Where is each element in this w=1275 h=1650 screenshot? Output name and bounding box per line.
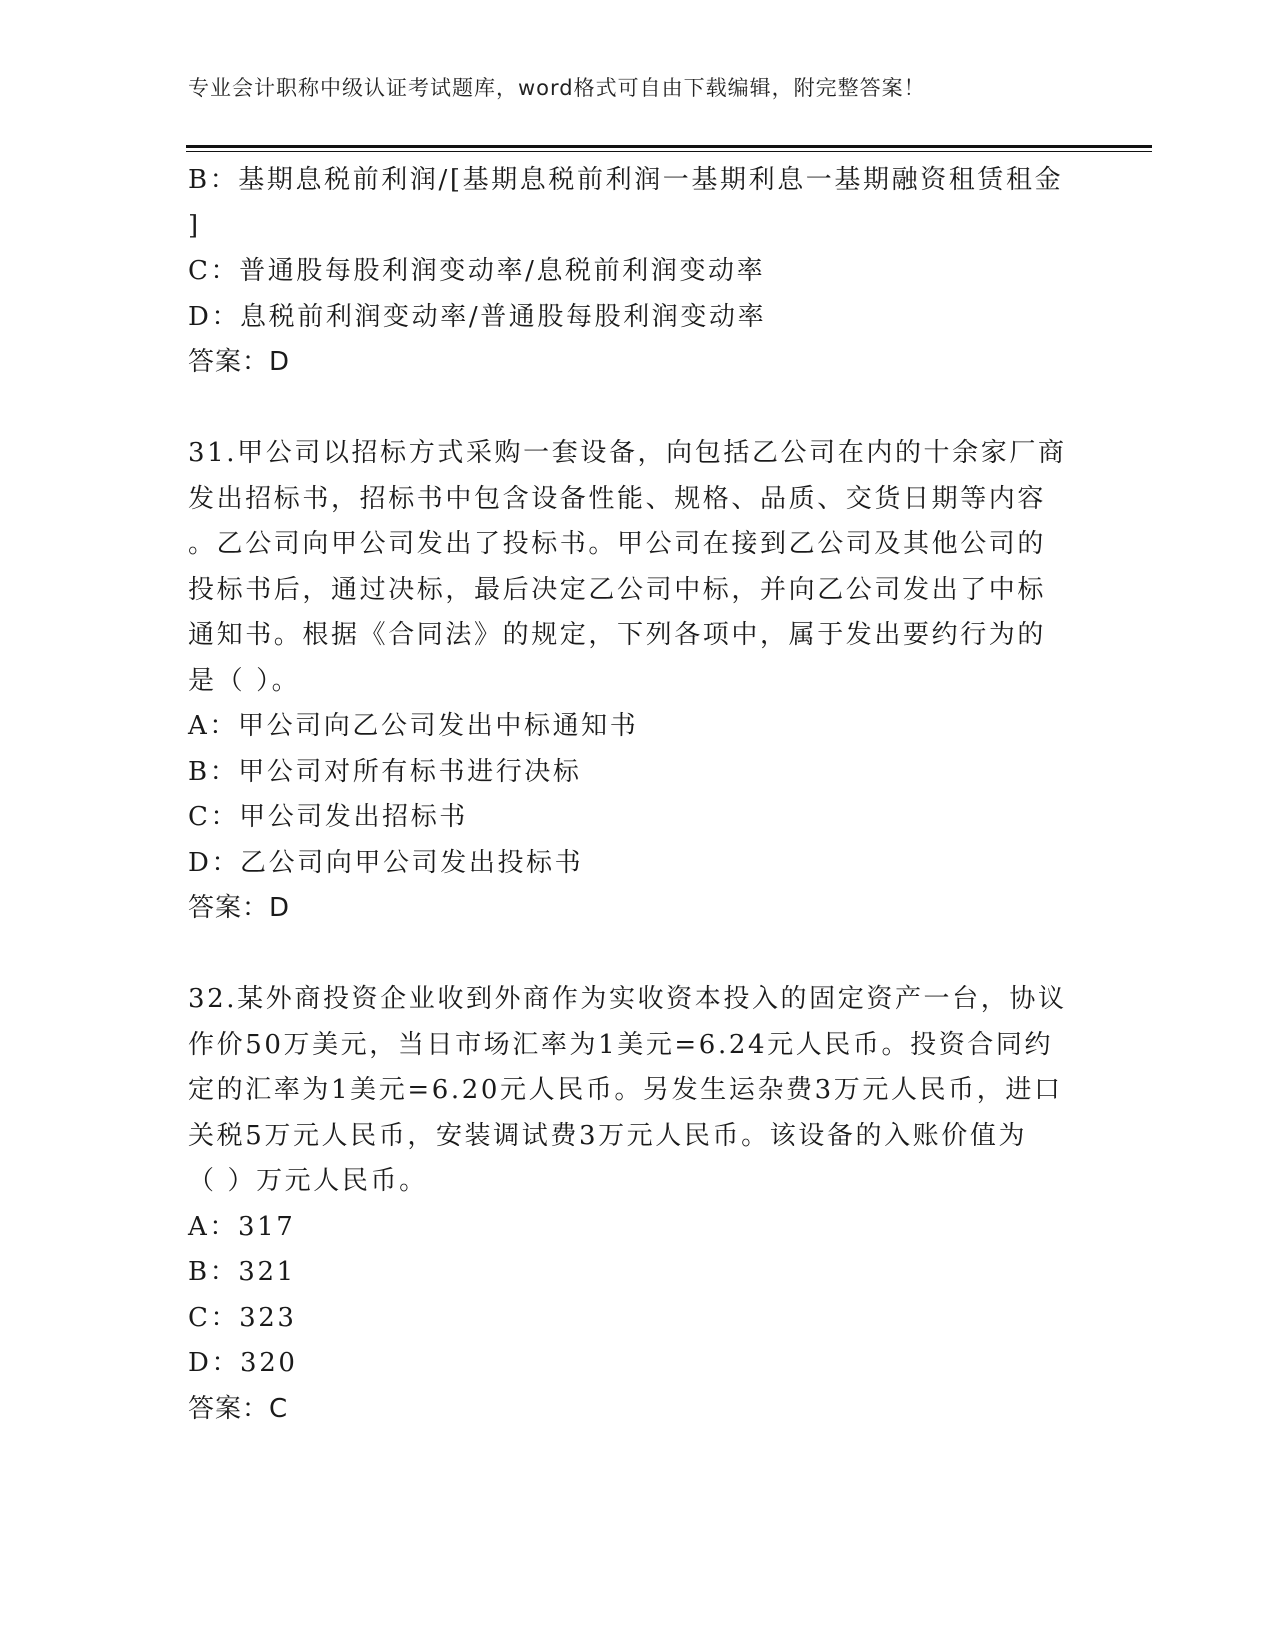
option-c: C：323 <box>188 1302 297 1333</box>
question-text-line: 投标书后，通过决标，最后决定乙公司中标，并向乙公司发出了中标 <box>188 574 1047 605</box>
question-text-line: 作价50万美元，当日市场汇率为1美元=6.24元人民币。投资合同约 <box>188 1029 1054 1060</box>
question-text-line: 32.某外商投资企业收到外商作为实收资本投入的固定资产一台，协议 <box>188 984 1067 1014</box>
question-text-line: （ ）万元人民币。 <box>188 1166 428 1196</box>
question-text-line: 发出招标书，招标书中包含设备性能、规格、品质、交货日期等内容 <box>188 483 1047 514</box>
question-32 <box>188 977 1088 1432</box>
option-d: D：320 <box>188 1348 298 1378</box>
option-b-continued: ] <box>188 210 201 241</box>
option-b: B：基期息税前利润/[基期息税前利润一基期利息一基期融资租赁租金 <box>188 165 1064 195</box>
spacer <box>188 932 1088 978</box>
question-text-line: 。乙公司向甲公司发出了投标书。甲公司在接到乙公司及其他公司的 <box>188 529 1047 559</box>
question-text-line: 是（ ）。 <box>188 665 301 696</box>
question-text-line: 通知书。根据《合同法》的规定，下列各项中，属于发出要约行为的 <box>188 620 1047 650</box>
option-a: A：甲公司向乙公司发出中标通知书 <box>188 711 639 741</box>
option-b: B：甲公司对所有标书进行决标 <box>188 756 582 787</box>
answer: 答案：C <box>188 1393 289 1424</box>
page-header: 专业会计职称中级认证考试题库，word格式可自由下载编辑，附完整答案！ <box>188 76 926 100</box>
question-text-line: 定的汇率为1美元=6.20元人民币。另发生运杂费3万元人民币，进口 <box>188 1075 1063 1105</box>
header-rule-thin <box>186 151 1152 152</box>
option-a: A：317 <box>188 1211 296 1242</box>
option-c: C：甲公司发出招标书 <box>188 802 468 832</box>
answer: 答案：D <box>188 347 291 377</box>
spacer <box>188 386 1088 432</box>
option-b: B：321 <box>188 1257 296 1287</box>
option-d: D：息税前利润变动率/普通股每股利润变动率 <box>188 301 767 332</box>
document-body <box>188 158 1088 1432</box>
option-c: C：普通股每股利润变动率/息税前利润变动率 <box>188 256 766 286</box>
answer: 答案：D <box>188 893 291 923</box>
option-d: D：乙公司向甲公司发出投标书 <box>188 847 584 878</box>
question-text-line: 关税5万元人民币，安装调试费3万元人民币。该设备的入账价值为 <box>188 1120 1028 1151</box>
header-rule-thick <box>186 145 1152 148</box>
question-31 <box>188 431 1088 932</box>
question-30-tail <box>188 158 1088 386</box>
question-text-line: 31.甲公司以招标方式采购一套设备，向包括乙公司在内的十余家厂商 <box>188 438 1067 468</box>
